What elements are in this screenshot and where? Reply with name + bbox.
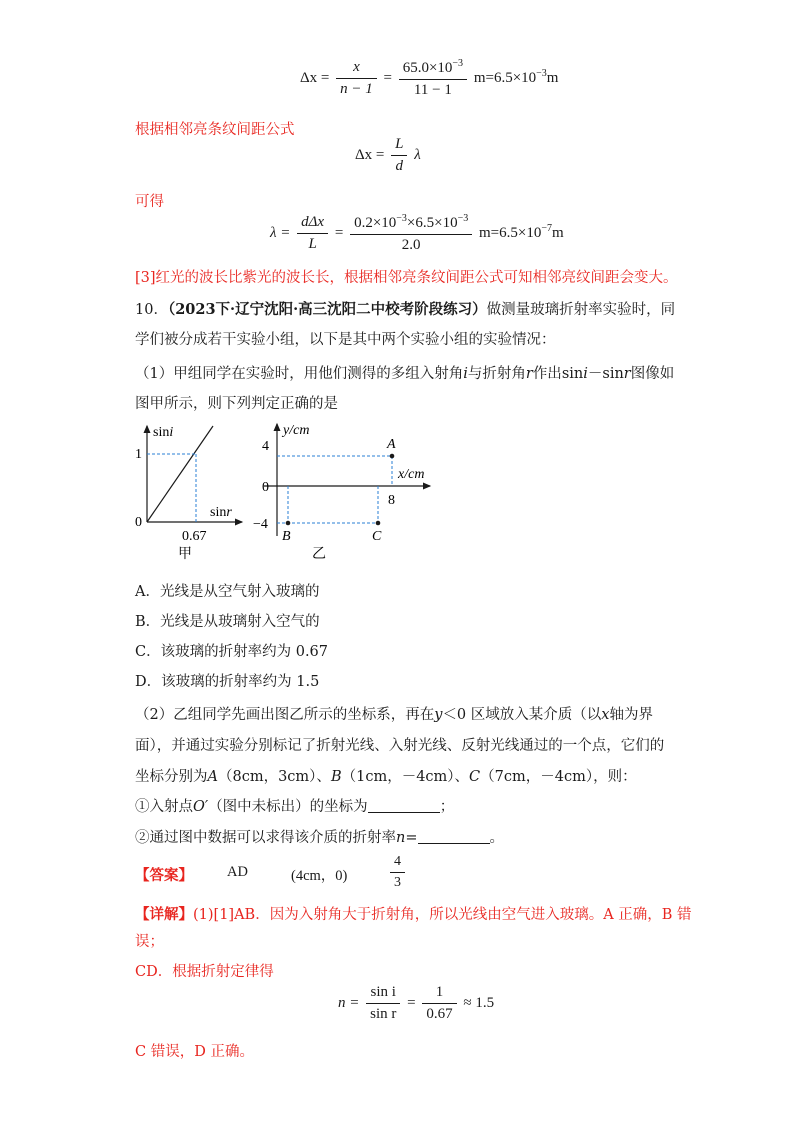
question-10-part2-line2: 面），并通过实验分别标记了折射光线、入射光线、反射光线通过的一个点，它们的 (135, 738, 665, 754)
option-B: B．光线是从玻璃射入空气的 (135, 614, 320, 630)
yi-point-C (376, 521, 381, 526)
detail-line3: CD．根据折射定律得 (135, 964, 274, 980)
yi-label-A: A (387, 437, 396, 452)
question-10-blank-2: ②通过图中数据可以求得该介质的折射率n= 。 (135, 830, 504, 846)
option-D: D．该玻璃的折射率约为 1.5 (135, 674, 320, 690)
equation-wavelength: λ = $\frac{\text{dΔx}}{L}$ = $\frac{0.2\times 10^{-3}\times 6.5\times 10^{-3}}{2.0}$ $m=6.5\times 10^{-7}m$ (270, 213, 564, 253)
question-10-part2-line3: 坐标分别为A（8cm，3cm）、B（1cm，－4cm）、C（7cm，－4cm），则： (135, 769, 637, 785)
equation-fringe-formula: Δx = $\frac{L}{d}$ λ (355, 136, 421, 174)
yi-tick-minus4: −4 (253, 517, 268, 532)
figure-jia-sini-sinr (130, 420, 250, 570)
equation-refractive-index: n = $\frac{\text{sin i}}{\text{sin r}}$ = $\frac{1}{0.67}$ ≈ 1.5 (338, 984, 495, 1022)
answer-part3-fraction: $\frac{4}{3}$ (390, 854, 405, 891)
yi-label-B: B (282, 529, 291, 544)
question-10-part1-line2: 图甲所示，则下列判定正确的是 (135, 396, 338, 412)
yi-tick-8: 8 (388, 493, 395, 508)
yi-label-C: C (372, 529, 382, 544)
detail-line2: 误； (135, 934, 164, 950)
yi-point-B (286, 521, 291, 526)
jia-y-label: sini (153, 425, 174, 440)
answer-blank-2[interactable] (418, 829, 490, 844)
jia-data-line (147, 426, 213, 522)
detail-line4: C 错误，D 正确。 (135, 1044, 254, 1060)
answer-part1: AD (227, 864, 248, 880)
yi-tick-4: 4 (262, 439, 269, 454)
answer-line (135, 854, 535, 894)
text-red-light-conclusion: [3]红光的波长比紫光的波长长，根据相邻亮条纹间距公式可知相邻亮纹间距会变大。 (135, 270, 678, 286)
answer-part2: (4cm，0) (291, 868, 348, 884)
jia-caption: 甲 (178, 547, 192, 562)
question-10-part2-line1: （2）乙组同学先画出图乙所示的坐标系，再在y＜0 区域放入某介质（以x轴为界 (135, 707, 653, 723)
answer-blank-1[interactable] (368, 798, 440, 813)
question-10-header: 10．（2023下·辽宁沈阳·高三沈阳二中校考阶段练习）做测量玻璃折射率实验时，同 (135, 301, 676, 318)
yi-tick-0: 0 (262, 480, 269, 495)
figure-yi-coordinate-system (250, 418, 440, 568)
jia-origin: 0 (135, 515, 142, 530)
detail-line1: 【详解】(1)[1]AB．因为入射角大于折射角，所以光线由空气进入玻璃。A 正确，B 错 (135, 906, 692, 923)
equation-fringe-spacing-value: Δx = $\frac{x}{n - 1}$ = $\frac{65.0\times 10^{-3}}{11 - 1}$ $m=6.5\times 10^{-3}m$ (300, 58, 559, 98)
option-C: C．该玻璃的折射率约为 0.67 (135, 644, 329, 660)
text-fringe-formula-intro: 根据相邻亮条纹间距公式 (135, 122, 295, 138)
jia-tick-1: 1 (135, 447, 142, 462)
question-10-line2: 学们被分成若干实验小组，以下是其中两个实验小组的实验情况： (135, 332, 556, 348)
option-A: A．光线是从空气射入玻璃的 (135, 584, 320, 600)
yi-y-label: y/cm (283, 423, 310, 438)
yi-caption: 乙 (312, 547, 326, 562)
jia-tick-067: 0.67 (182, 529, 207, 544)
yi-x-label: x/cm (398, 467, 425, 482)
text-therefore: 可得 (135, 194, 164, 210)
yi-point-A (390, 454, 395, 459)
question-10-blank-1: ①入射点O′（图中未标出）的坐标为 ； (135, 799, 455, 815)
jia-x-label: sinr (210, 505, 232, 520)
answer-tag: 【答案】 (135, 867, 193, 884)
question-10-part1: （1）甲组同学在实验时，用他们测得的多组入射角i与折射角r作出sini－sinr图像如 (135, 366, 675, 382)
